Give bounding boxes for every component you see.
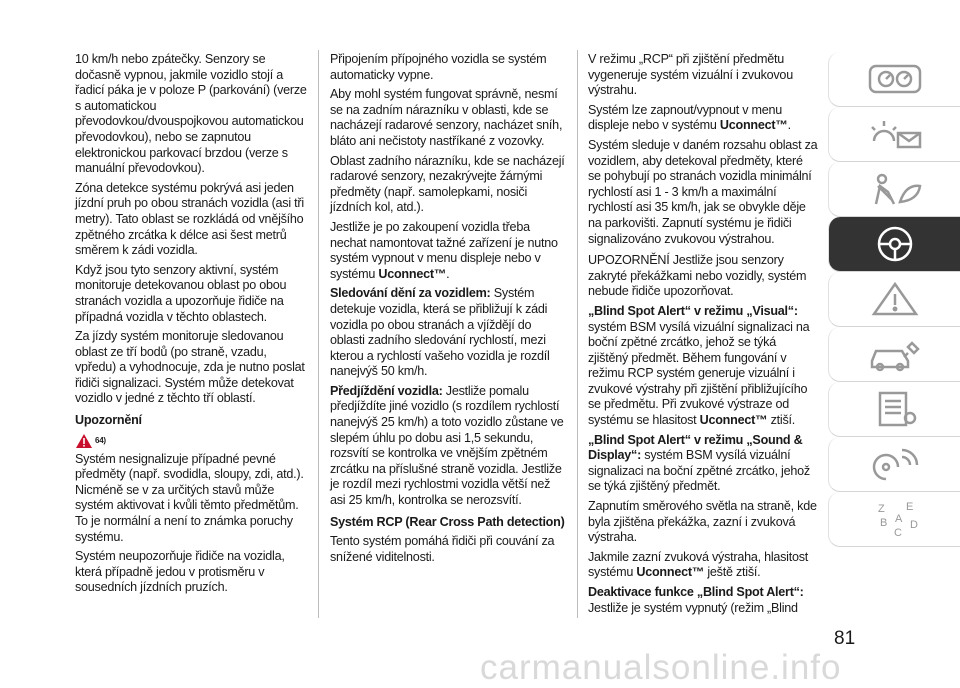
paragraph: Oblast zadního nárazníku, kde se nacházejí radarové senzory, nezakrývejte žárnými předměty (např. samolepkami, nosiči jízdních kol, atd.). <box>330 153 565 215</box>
tab-maintenance[interactable] <box>828 327 960 382</box>
paragraph: Připojením přípojného vozidla se systém automaticky vypne. <box>330 52 547 82</box>
paragraph: Aby mohl systém fungovat správně, nesmí se na zadním nárazníku v oblasti, kde se nacházejí radarové senzory, nacházet sníh, bláto ani nečistoty nastříkané z vozovky. <box>330 87 563 148</box>
subheading: „Blind Spot Alert“ v režimu „Visual“: <box>588 303 798 318</box>
text-column-3 <box>588 52 818 620</box>
tab-emergency[interactable] <box>828 272 960 327</box>
text: Jestliže pomalu předjíždíte jiné vozidlo (s rozdílem rychlostí nanejvýš 25 km/h) a toto vozidlo zůstane ve slepém úhlu po dobu asi 1,5 sekundu, rozsvítí se kontrolka ve vnějším zpětném zrcátku na příslušné straně vozidla. Jestliže je rozdíl mezi rychlostmi vozidla větší než asi 25 km/h, kontrolka se nerozsvítí. <box>330 383 564 508</box>
index-letter: Z <box>877 503 885 515</box>
specs-list-icon <box>864 388 926 430</box>
text: ztiší. <box>767 413 796 428</box>
paragraph <box>330 286 566 380</box>
paragraph: Tento systém pomáhá řidiči při couvání za snížené viditelnosti. <box>330 534 555 564</box>
paragraph: Systém nesignalizuje případné pevné předměty (např. svodidla, sloupy, zdi, atd.). Nicméně se v za určitých stavů může systém aktivovat i kvůli těmto předmětům. To je normální a není to známka poruchy systému. <box>75 451 304 544</box>
text: Jestliže je po zakoupení vozidla třeba nechat namontovat tažné zařízení je nutno systém vypnout v menu displeje nebo v systému <box>330 219 558 281</box>
uconnect-label: Uconnect™ <box>636 565 705 580</box>
airbag-seatbelt-icon <box>864 168 926 210</box>
text-column-2 <box>330 52 566 569</box>
paragraph: Když jsou tyto senzory aktivní, systém monitoruje detekovanou oblast po obou stranách vozidla a upozorňuje řidiče na případná vozidla v těchto oblastech. <box>75 262 287 324</box>
paragraph: V režimu „RCP“ při zjištění předmětu vygeneruje systém vizuální i zvukovou výstrahu. <box>588 52 793 98</box>
tab-starting-driving[interactable] <box>828 217 960 272</box>
warning-reference <box>75 433 307 449</box>
warning-triangle-icon <box>864 278 926 320</box>
paragraph: Systém sleduje v daném rozsahu oblast za vozidlem, aby detekoval předměty, které se pohybují po stranách vozidla minimální rychlostí asi 1 - 3 km/h a maximální rychlostí asi 35 km/h, jak se obvykle děje na parkovišti. Zapnutí systému je řidiči signalizováno zvukovou výstrahou. <box>588 137 818 246</box>
tab-lights[interactable] <box>828 107 960 162</box>
chapter-tabs <box>828 52 960 547</box>
tab-technical-data[interactable] <box>828 382 960 437</box>
paragraph <box>330 384 566 509</box>
paragraph: Jestliže je systém vypnutý (režim „Blind <box>588 600 798 615</box>
tab-multimedia[interactable] <box>828 437 960 492</box>
text: Jakmile zazní zvuková výstraha, hlasitost systému <box>588 549 809 580</box>
index-letter: D <box>909 519 918 531</box>
paragraph <box>588 103 818 134</box>
warning-heading: Upozornění <box>75 413 142 428</box>
text: . <box>787 118 791 133</box>
paragraph: Zóna detekce systému pokrývá asi jeden jízdní pruh po obou stranách vozidla (asi tři metry). Tato oblast se rozkládá od vnějšího zpětného zrcátka k délce asi šest metrů směrem k zádi vozidla. <box>75 180 304 258</box>
paragraph <box>588 433 818 495</box>
index-letter: C <box>893 527 902 539</box>
column-divider <box>577 50 578 618</box>
paragraph: UPOZORNĚNÍ Jestliže jsou senzory zakryté překážkami nebo vozidly, systém nebude řidiče upozorňovat. <box>588 253 807 299</box>
uconnect-label: Uconnect™ <box>378 266 447 281</box>
text: ještě ztiší. <box>704 565 761 580</box>
paragraph: Zapnutím směrového světla na straně, kde byla zjištěna překážka, zazní i zvuková výstraha. <box>588 499 817 545</box>
index-letter: B <box>879 517 887 529</box>
tab-index[interactable] <box>828 492 960 547</box>
text: systém BSM vysílá vizuální signalizaci na boční zpětné zrcátko, jehož se týká zjištěný předmět. Během fungování v režimu RCP systém generuje vizuální i zvukové výstrahy při zjištění přibližujícího se předmětu. Při zvukové výstraze od systému se hlasitost <box>588 319 810 428</box>
page-number: 81 <box>834 628 856 649</box>
car-service-icon <box>864 333 926 375</box>
steering-wheel-icon <box>864 223 926 265</box>
paragraph <box>588 550 818 581</box>
index-letter: A <box>894 513 902 525</box>
warning-ref-number: 64) <box>95 436 106 446</box>
text: systém BSM vysílá vizuální signalizaci na boční zpětné zrcátko, jehož se týká zjištěný předmět. <box>588 448 810 494</box>
watermark: carmanualsonline.info <box>480 648 842 687</box>
column-divider <box>318 50 319 618</box>
text-column-1 <box>75 52 307 600</box>
paragraph: Za jízdy systém monitoruje sledovanou oblast ze tří bodů (po straně, vzadu, vpředu) a vyhodnocuje, zda je nutno poslat řidiči signalizaci. Systém může detekovat vozidlo v jedné z těchto tří oblastí. <box>75 329 305 406</box>
text: Systém lze zapnout/vypnout v menu displeje nebo v systému <box>588 102 783 133</box>
dashboard-icon <box>864 58 926 100</box>
tab-dashboard[interactable] <box>828 52 960 107</box>
section-heading: Systém RCP (Rear Cross Path detection) <box>330 514 565 529</box>
multimedia-icon <box>864 443 926 485</box>
tab-safety[interactable] <box>828 162 960 217</box>
lights-icon <box>864 113 926 155</box>
subheading: Deaktivace funkce „Blind Spot Alert“: <box>588 585 804 599</box>
subheading: „Blind Spot Alert“ v režimu „Sound & Display“: <box>588 432 803 463</box>
subheading: Sledování dění za vozidlem: <box>330 286 491 301</box>
paragraph: 10 km/h nebo zpátečky. Senzory se dočasně vypnou, jakmile vozidlo stojí a řadicí páka je v poloze P (parkování) (verze s automatickou převodovkou/dvouspojkovou automatickou převodovkou), nebo se zapnutou elektronickou parkovací brzdou (verze s manuální převodovkou). <box>75 52 307 176</box>
text: . <box>446 266 450 281</box>
paragraph <box>330 220 566 282</box>
warning-triangle-icon <box>75 433 93 449</box>
paragraph: Systém neupozorňuje řidiče na vozidla, která případně jedou v protisměru v sousedních jízdních pruzích. <box>75 549 285 595</box>
subheading: Předjíždění vozidla: <box>330 383 443 398</box>
index-alphabet-icon <box>864 498 926 540</box>
uconnect-label: Uconnect™ <box>699 413 768 428</box>
index-letter: E <box>905 501 913 513</box>
paragraph <box>588 304 818 429</box>
uconnect-label: Uconnect™ <box>719 118 788 133</box>
text: Systém detekuje vozidla, která se přibližují k zádi vozidla po obou stranách a vjíždějí do oblasti zadního sledování rychlostí, mezi kterou a rychlostí vašeho vozidla je rozdíl nanejvýš 50 km/h. <box>330 286 550 379</box>
